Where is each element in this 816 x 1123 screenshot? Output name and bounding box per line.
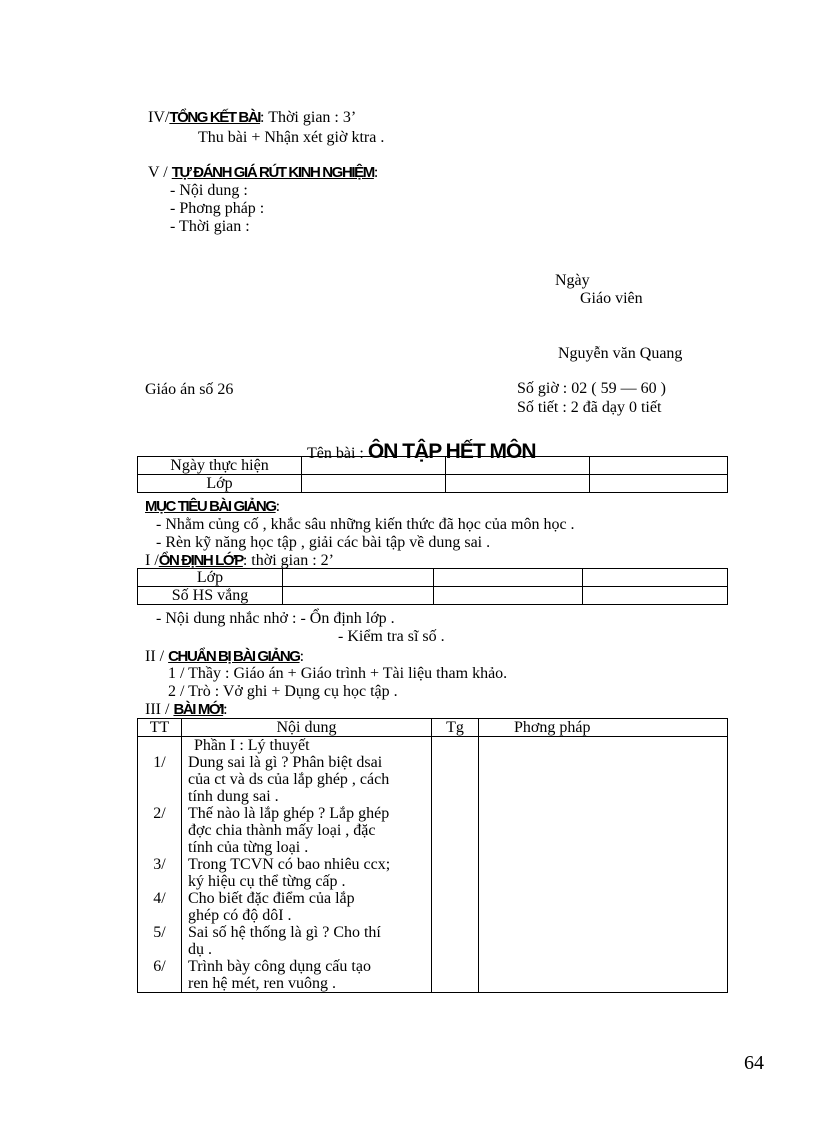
section-4-time: : Thời gian : 3’: [260, 109, 357, 126]
objectives-heading: [145, 498, 280, 516]
section-2-title: CHUẨN BỊ BÀI GIẢNG: [168, 648, 300, 665]
section-3-prefix: III /: [145, 701, 170, 718]
section-5-item: - Thời gian :: [170, 218, 250, 235]
row-content: Thế nào là lắp ghép ? Lắp ghép đợc chia thành mấy loại , đặc tính của từng loại .: [182, 805, 432, 856]
section-2-heading: [145, 648, 304, 666]
header-tt: TT: [138, 719, 182, 737]
row-number: 3/: [138, 856, 182, 890]
row-content: Cho biết đặc điểm của lắp ghép có độ dôI .: [182, 890, 432, 924]
row-content: Dung sai là gì ? Phân biệt dsai của ct và ds của lắp ghép , cách tính dung sai .: [182, 754, 432, 805]
attendance-row-label: Lớp: [138, 569, 283, 587]
objectives-title: MỤC TIÊU BÀI GIẢNG: [145, 498, 276, 515]
lesson-hours: Số giờ : 02 ( 59 — 60 ): [517, 380, 666, 397]
section-4-prefix: IV/: [148, 109, 170, 126]
lesson-periods: Số tiết : 2 đã dạy 0 tiết: [517, 399, 662, 416]
row-number: 6/: [138, 958, 182, 993]
lesson-plan-number: Giáo án số 26: [145, 381, 234, 398]
table-row: [138, 924, 728, 958]
header-method: Phơng pháp: [479, 719, 728, 737]
row-number: 2/: [138, 805, 182, 856]
table-row: [138, 856, 728, 890]
row-number: 1/: [138, 754, 182, 805]
header-content: Nội dung: [182, 719, 432, 737]
part-heading: Phần I : Lý thuyết: [182, 737, 432, 755]
attendance-row-label: Số HS vắng: [138, 587, 283, 605]
section-5-suffix: :: [373, 164, 379, 181]
section-5-prefix: V /: [148, 164, 168, 181]
section-5-title: TỰ ĐÁNH GIÁ RÚT KINH NGHIỆM: [171, 164, 374, 181]
reminder-line-2: - Kiểm tra sĩ số .: [338, 628, 445, 645]
section-2-item: 1 / Thầy : Giáo án + Giáo trình + Tài liệu tham khảo.: [168, 665, 508, 682]
table-row: [138, 805, 728, 856]
schedule-row-label: Lớp: [138, 475, 302, 493]
section-2-item: 2 / Trò : Vở ghi + Dụng cụ học tập .: [168, 683, 398, 700]
section-3-heading: [145, 701, 228, 719]
row-content: Trong TCVN có bao nhiêu ccx; ký hiệu cụ thể từng cấp .: [182, 856, 432, 890]
section-1-prefix: I /: [145, 552, 159, 569]
objective-item: - Rèn kỹ năng học tập , giải các bài tập về dung sai .: [156, 534, 491, 551]
section-5-heading: [148, 164, 378, 182]
section-4-content: Thu bài + Nhận xét giờ ktra .: [198, 129, 385, 146]
lesson-title: ÔN TẬP HẾT MÔN: [367, 440, 536, 463]
signature-role: Giáo viên: [580, 290, 643, 307]
objective-item: - Nhằm củng cố , khắc sâu những kiến thức đã học của môn học .: [156, 516, 575, 533]
table-row: [138, 958, 728, 993]
lesson-title-label: Tên bài :: [307, 445, 364, 462]
section-1-time: : thời gian : 2’: [242, 552, 334, 569]
table-row: [138, 890, 728, 924]
section-2-prefix: II /: [145, 648, 165, 665]
section-5-item: - Nội dung :: [170, 182, 248, 199]
section-3-suffix: :: [223, 701, 228, 718]
section-2-suffix: :: [299, 648, 305, 665]
section-4-title: TỔNG KẾT BÀI: [169, 109, 261, 126]
section-1-title: ỔN ĐỊNH LỚP: [158, 552, 243, 569]
reminder-line-1: - Nội dung nhắc nhở : - Ổn định lớp .: [156, 610, 395, 627]
section-4-heading: [148, 109, 356, 127]
page-number: 64: [744, 1052, 764, 1074]
signature-name: Nguyễn văn Quang: [558, 345, 683, 362]
row-content: Trình bày công dụng cấu tạo ren hệ mét, ren vuông .: [182, 958, 432, 993]
row-number: 5/: [138, 924, 182, 958]
attendance-table: [137, 568, 728, 605]
row-number: 4/: [138, 890, 182, 924]
row-content: Sai số hệ thống là gì ? Cho thí dụ .: [182, 924, 432, 958]
signature-date: Ngày: [555, 272, 590, 289]
section-3-title: BÀI MỚI: [173, 701, 224, 718]
lesson-content-table: [137, 718, 728, 993]
schedule-table: [137, 456, 728, 493]
header-time: Tg: [432, 719, 479, 737]
schedule-row-label: Ngày thực hiện: [138, 457, 302, 475]
section-5-item: - Phơng pháp :: [170, 200, 265, 217]
table-row: [138, 754, 728, 805]
objectives-suffix: :: [275, 498, 281, 515]
